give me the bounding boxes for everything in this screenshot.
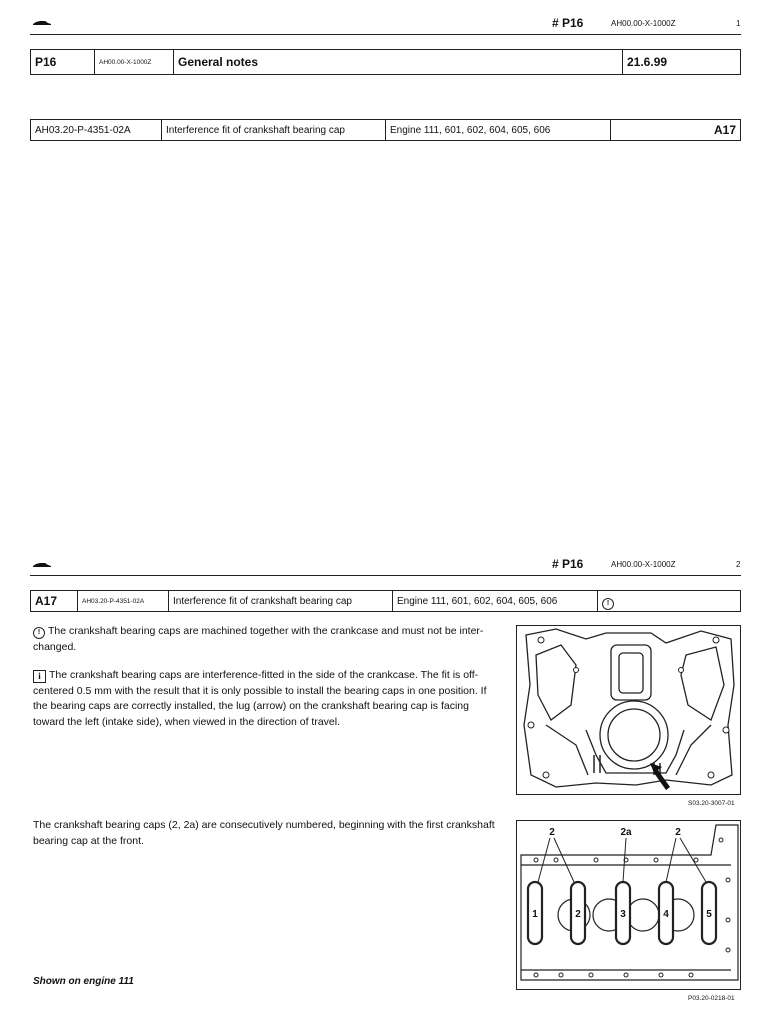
warning-circle-icon: ! (33, 627, 45, 639)
car-logo-icon (32, 18, 52, 26)
header-rule (30, 34, 741, 35)
crankcase-front-figure (516, 625, 741, 795)
title-box (30, 590, 741, 612)
cap-number: 1 (532, 909, 538, 920)
reference-box (30, 119, 741, 141)
header-code: # P16 (552, 557, 584, 571)
title-box-doc-id: AH00.00-X-1000Z (95, 50, 174, 75)
warning-circle-icon: ! (602, 598, 614, 610)
info-text: The crankshaft bearing caps are interference-fitted in the side of the crankcase. The fit is off-centered 0.5 mm with the result that it is only possible to install the bearing caps in one position. If the bearing caps are correctly installed, the lug (arrow) on the crankshaft bearing cap is facing toward the left (intake side), when viewed in the direction of travel. (33, 669, 487, 728)
title-box-title: Interference fit of crankshaft bearing cap (169, 591, 393, 612)
cap-number: 4 (663, 909, 669, 920)
cap-number: 5 (706, 909, 712, 920)
title-box-title: General notes (174, 50, 623, 75)
bearing-caps-figure (516, 820, 741, 990)
header-rule (30, 575, 741, 576)
page-number: 1 (736, 19, 741, 28)
reference-engines: Engine 111, 601, 602, 604, 605, 606 (386, 120, 611, 141)
title-box-doc-id: AH03.20-P-4351-02A (78, 591, 169, 612)
title-box-code: A17 (31, 591, 78, 612)
reference-code: A17 (611, 120, 741, 141)
warning-text: The crankshaft bearing caps are machined together with the crankcase and must not be inter-changed. (33, 625, 484, 653)
warning-paragraph (33, 624, 503, 655)
page-number: 2 (736, 560, 741, 569)
header-doc-id: AH00.00-X-1000Z (611, 560, 676, 569)
reference-doc-id: AH03.20-P-4351-02A (31, 120, 162, 141)
title-box-engines: Engine 111, 601, 602, 604, 605, 606 (393, 591, 598, 612)
title-box-date: 21.6.99 (623, 50, 741, 75)
cap-number: 2 (575, 909, 581, 920)
callout-label: 2 (549, 827, 555, 838)
figure-code: P03.20-0218-01 (688, 995, 735, 1002)
callout-label: 2a (620, 827, 632, 838)
info-icon: i (33, 670, 46, 683)
reference-title: Interference fit of crankshaft bearing cap (162, 120, 386, 141)
figure-caption: Shown on engine 111 (33, 976, 134, 987)
header-code: # P16 (552, 16, 584, 30)
title-box-symbol-cell (598, 591, 741, 612)
callout-label: 2 (675, 827, 681, 838)
title-box-code: P16 (31, 50, 95, 75)
figure-code: S03.20-3007-01 (688, 800, 735, 807)
car-logo-icon (32, 560, 52, 568)
header-doc-id: AH00.00-X-1000Z (611, 19, 676, 28)
cap-number: 3 (620, 909, 626, 920)
numbering-paragraph: The crankshaft bearing caps (2, 2a) are consecutively numbered, beginning with the first crankshaft bearing cap at the front. (33, 819, 495, 847)
info-paragraph (33, 668, 503, 730)
title-box (30, 49, 741, 75)
